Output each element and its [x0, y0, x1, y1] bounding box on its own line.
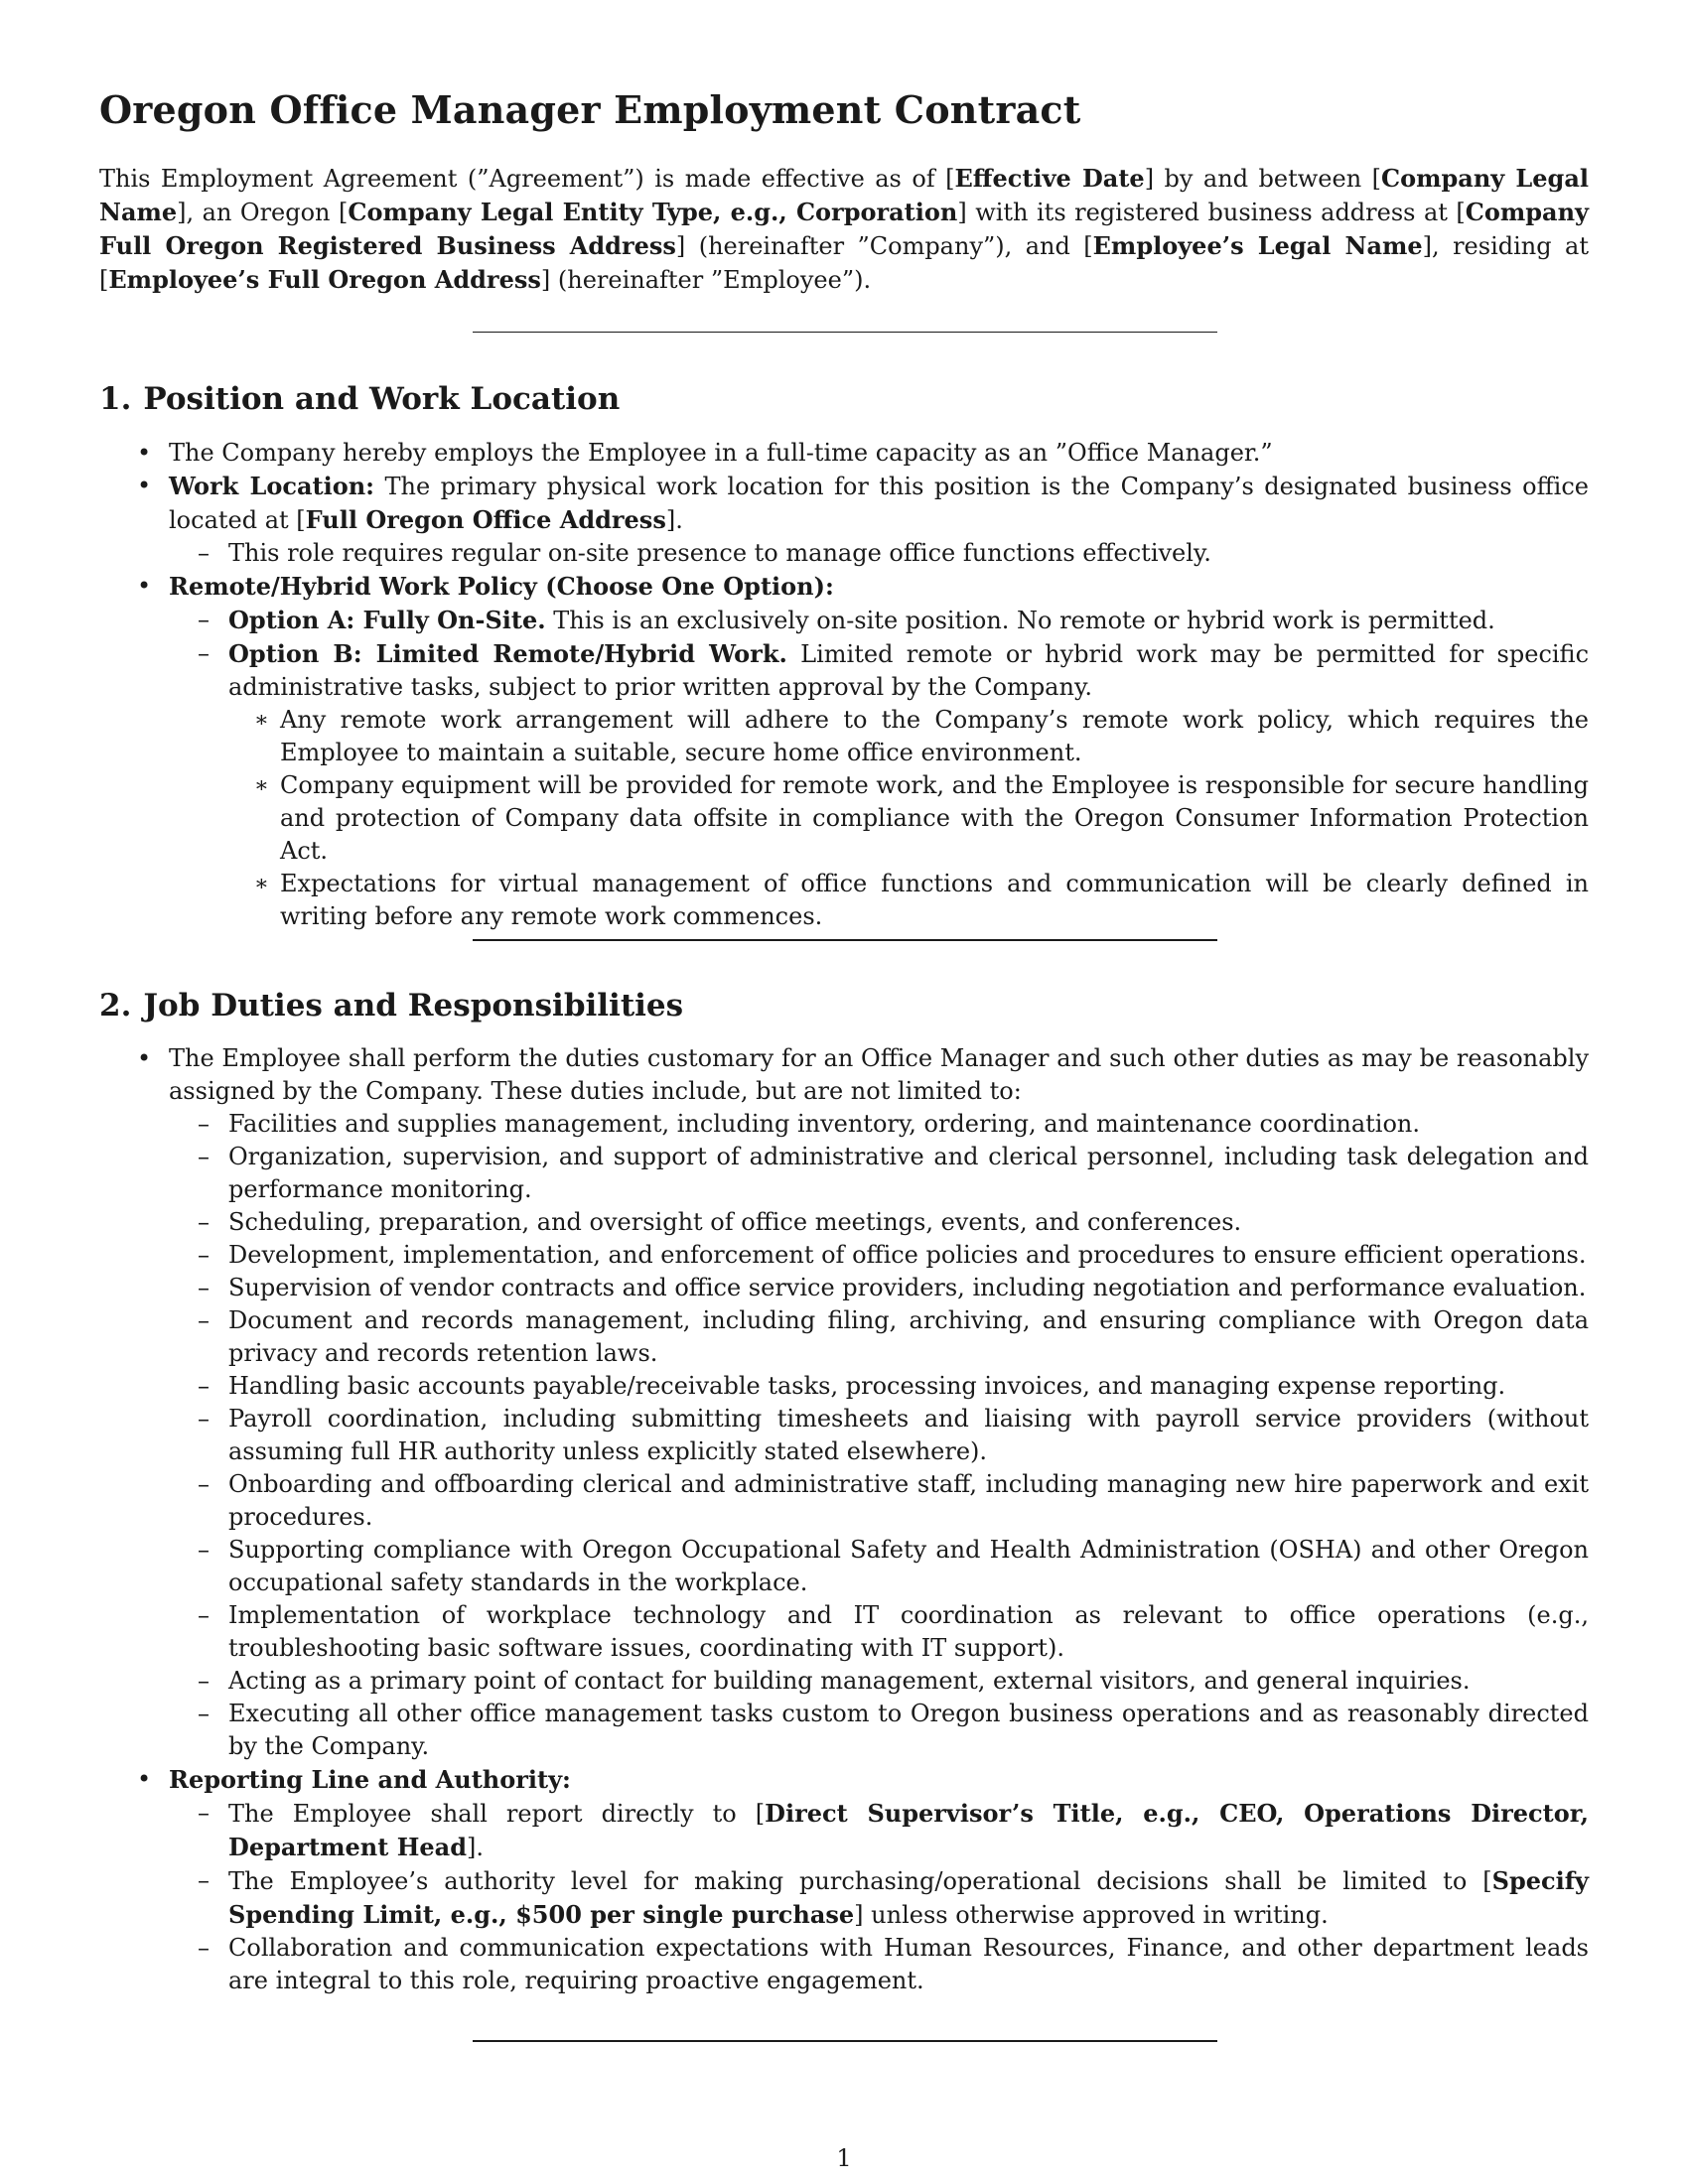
dash-icon: – — [198, 1700, 210, 1727]
office-address-placeholder: Full Oregon Office Address — [305, 505, 666, 534]
section-2-heading — [99, 988, 683, 1024]
dash-icon: – — [198, 1601, 210, 1629]
list-item — [168, 537, 1589, 570]
intro-paragraph — [99, 162, 1589, 297]
duty-item — [168, 1108, 1589, 1141]
dash-icon: – — [198, 1306, 210, 1334]
list-item — [168, 1797, 1589, 1864]
duty-text: Scheduling, preparation, and oversight of office meetings, events, and conferences. — [228, 1208, 1242, 1236]
duty-item — [168, 1141, 1589, 1206]
dash-icon: – — [198, 1208, 210, 1236]
dash-icon: – — [198, 1536, 210, 1564]
item-text: Limited remote or hybrid work may be permitted for specific administrative tasks, subject to prior written approval by the Company. — [228, 640, 1590, 701]
horizontal-divider — [473, 939, 1217, 941]
asterisk-icon: ∗ — [254, 872, 269, 896]
sub-list — [169, 604, 1589, 933]
page-number: 1 — [836, 2144, 852, 2172]
list-item — [168, 1864, 1589, 1932]
duty-text: Handling basic accounts payable/receivable tasks, processing invoices, and managing expense reporting. — [228, 1372, 1506, 1400]
duty-item — [168, 1239, 1589, 1272]
item-text: Expectations for virtual management of office functions and communication will be clearly defined in writing before any remote work commences. — [280, 870, 1589, 930]
list-item — [99, 470, 1589, 570]
item-text: The Company hereby employs the Employee in a full-time capacity as an ”Office Manager.” — [169, 439, 1273, 467]
duty-text: Implementation of workplace technology and IT coordination as relevant to office operations (e.g., troubleshooting basic software issues, coordinating with IT support). — [228, 1601, 1589, 1662]
intro-text: ] by and between [ — [1144, 165, 1381, 193]
intro-text: ] with its registered business address at [ — [957, 199, 1466, 226]
entity-type-placeholder: Company Legal Entity Type, e.g., Corporation — [348, 198, 958, 226]
duty-item — [168, 1698, 1589, 1763]
intro-text: ], residing at [ — [99, 232, 1589, 294]
duty-text: Document and records management, including filing, archiving, and ensuring compliance with Oregon data privacy and records retention laws. — [228, 1306, 1589, 1367]
reporting-list — [169, 1797, 1589, 1997]
dash-icon: – — [198, 1143, 210, 1170]
item-text: The Employee shall perform the duties customary for an Office Manager and such other duties as may be reasonably assigned by the Company. These duties include, but are not limited to: — [169, 1044, 1589, 1105]
employee-name-placeholder: Employee’s Legal Name — [1092, 231, 1423, 260]
item-text: ]. — [466, 1834, 484, 1861]
intro-text: ] (hereinafter ”Employee”). — [540, 266, 872, 294]
duty-text: Development, implementation, and enforcement of office policies and procedures to ensure efficient operations. — [228, 1241, 1587, 1269]
dash-icon: – — [198, 1799, 210, 1827]
item-text: Any remote work arrangement will adhere to the Company’s remote work policy, which requires the Employee to maintain a suitable, secure home office environment. — [280, 706, 1589, 766]
section-2-list — [99, 1042, 1589, 1997]
duty-text: Acting as a primary point of contact for building management, external visitors, and general inquiries. — [228, 1667, 1471, 1695]
duty-item — [168, 1206, 1589, 1239]
dash-icon: – — [198, 606, 210, 633]
list-item — [99, 570, 1589, 933]
company-address-placeholder: Company Full Oregon Registered Business Address — [99, 198, 1589, 260]
duty-item — [168, 1665, 1589, 1698]
asterisk-icon: ∗ — [254, 773, 269, 798]
item-text: This is an exclusively on-site position. No remote or hybrid work is permitted. — [545, 607, 1495, 634]
duty-text: Executing all other office management tasks custom to Oregon business operations and as reasonably directed by the Company. — [228, 1700, 1589, 1760]
item-text: ] unless otherwise approved in writing. — [854, 1901, 1329, 1929]
section-1-number: 1. — [99, 381, 132, 417]
dash-icon: – — [198, 639, 210, 667]
effective-date-placeholder: Effective Date — [954, 164, 1145, 193]
list-item — [228, 769, 1589, 868]
dash-icon: – — [198, 1274, 210, 1301]
item-text: Collaboration and communication expectations with Human Resources, Finance, and other department leads are integral to this role, requiring proactive engagement. — [228, 1934, 1589, 1994]
bullet-icon: • — [137, 1765, 152, 1793]
dash-icon: – — [198, 1866, 210, 1894]
section-1-list — [99, 437, 1589, 933]
section-2-number: 2. — [99, 988, 132, 1024]
dash-icon: – — [198, 1667, 210, 1695]
bullet-icon: • — [137, 439, 152, 467]
list-item — [228, 868, 1589, 933]
employee-address-placeholder: Employee’s Full Oregon Address — [108, 265, 541, 294]
duty-item — [168, 1370, 1589, 1403]
duty-item — [168, 1534, 1589, 1599]
section-1-title: Position and Work Location — [143, 381, 621, 417]
duty-item — [168, 1599, 1589, 1665]
dash-icon: – — [198, 1110, 210, 1138]
item-text: This role requires regular on-site presence to manage office functions effectively. — [228, 539, 1211, 567]
work-location-label: Work Location: — [169, 472, 375, 500]
horizontal-divider — [473, 2040, 1217, 2042]
supervisor-title-placeholder: Direct Supervisor’s Title, e.g., CEO, Operations Director, Department Head — [228, 1799, 1589, 1861]
list-item — [99, 1763, 1589, 1997]
intro-text: This Employment Agreement (”Agreement”) is made effective as of [ — [99, 165, 955, 193]
reporting-label: Reporting Line and Authority: — [169, 1765, 571, 1794]
list-item — [168, 604, 1589, 637]
item-text: The Employee shall report directly to [ — [228, 1800, 766, 1828]
duty-text: Onboarding and offboarding clerical and administrative staff, including managing new hire paperwork and exit procedures. — [228, 1470, 1589, 1531]
dash-icon: – — [198, 539, 210, 567]
asterisk-icon: ∗ — [254, 708, 269, 733]
section-1-heading — [99, 381, 620, 417]
dash-icon: – — [198, 1405, 210, 1433]
list-item — [99, 437, 1589, 470]
duty-text: Payroll coordination, including submitting timesheets and liaising with payroll service providers (without assuming full HR authority unless explicitly stated elsewhere). — [228, 1405, 1589, 1465]
duty-text: Supervision of vendor contracts and office service providers, including negotiation and performance evaluation. — [228, 1274, 1587, 1301]
dash-icon: – — [198, 1241, 210, 1269]
duty-item — [168, 1403, 1589, 1468]
section-2-title: Job Duties and Responsibilities — [143, 988, 684, 1024]
item-text: The Employee’s authority level for making purchasing/operational decisions shall be limited to [ — [228, 1867, 1492, 1895]
item-text: ]. — [665, 506, 683, 534]
horizontal-divider — [473, 332, 1217, 333]
document-title: Oregon Office Manager Employment Contract — [99, 87, 1081, 132]
dash-icon: – — [198, 1372, 210, 1400]
duty-item — [168, 1304, 1589, 1370]
dash-icon: – — [198, 1470, 210, 1498]
bullet-icon: • — [137, 572, 152, 600]
duty-item — [168, 1272, 1589, 1304]
list-item — [168, 637, 1589, 933]
option-a-label: Option A: Fully On-Site. — [228, 606, 546, 634]
list-item — [228, 704, 1589, 769]
remote-policy-label: Remote/Hybrid Work Policy (Choose One Option): — [169, 572, 834, 601]
spending-limit-placeholder: Specify Spending Limit, e.g., $500 per single purchase — [228, 1866, 1589, 1929]
intro-text: ] (hereinafter ”Company”), and [ — [675, 232, 1093, 260]
duty-item — [168, 1468, 1589, 1534]
bullet-icon: • — [137, 1044, 152, 1072]
dash-icon: – — [198, 1934, 210, 1962]
duty-text: Supporting compliance with Oregon Occupational Safety and Health Administration (OSHA) and other Oregon occupational safety standards in the workplace. — [228, 1536, 1589, 1596]
item-text: The primary physical work location for this position is the Company’s designated business office located at [ — [169, 473, 1589, 534]
option-b-label: Option B: Limited Remote/Hybrid Work. — [228, 639, 787, 668]
sub-sub-list — [228, 704, 1589, 933]
item-text: Company equipment will be provided for remote work, and the Employee is responsible for secure handling and protection of Company data offsite in compliance with the Oregon Consumer Information Protection Act. — [280, 771, 1589, 865]
duty-text: Organization, supervision, and support of administrative and clerical personnel, including task delegation and performance monitoring. — [228, 1143, 1589, 1203]
duty-text: Facilities and supplies management, including inventory, ordering, and maintenance coordination. — [228, 1110, 1420, 1138]
bullet-icon: • — [137, 472, 152, 499]
list-item — [168, 1932, 1589, 1997]
duties-list — [169, 1108, 1589, 1763]
company-legal-name-placeholder: Company Legal Name — [99, 164, 1590, 226]
list-item — [99, 1042, 1589, 1763]
intro-text: ], an Oregon [ — [177, 199, 349, 226]
sub-list — [169, 537, 1589, 570]
